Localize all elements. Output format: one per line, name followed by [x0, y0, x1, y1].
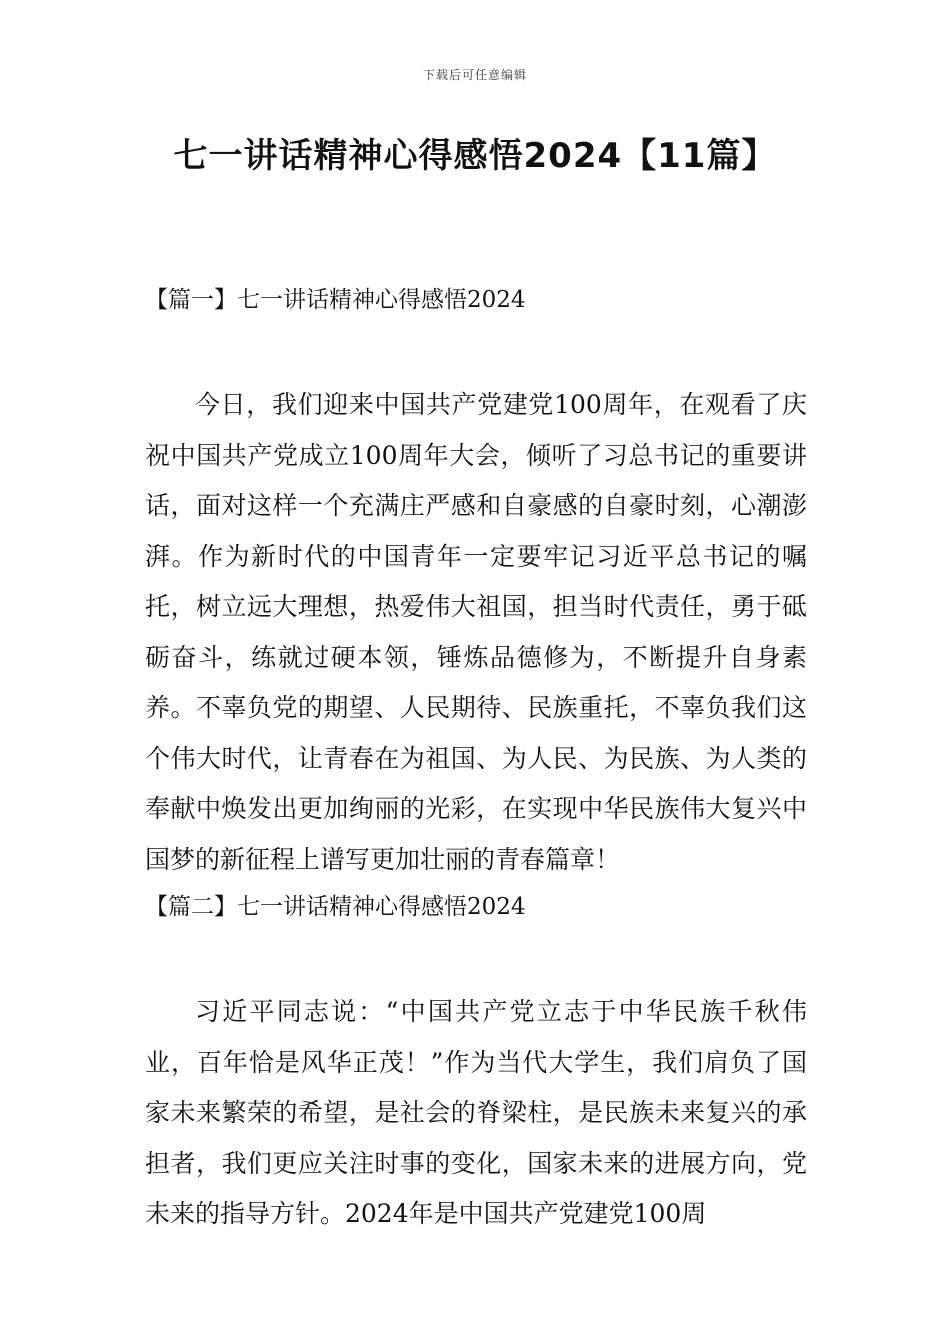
- section-2: [145, 887, 807, 1240]
- header-note: 下载后可任意编辑: [422, 68, 527, 82]
- section-paragraph: 习近平同志说：“中国共产党立志于中华民族千秋伟业，百年恰是风华正茂！”作为当代大学生，我们肩负了国家未来繁荣的希望，是社会的脊梁柱，是民族未来复兴的承担者，我们更应关注时事的变化，国家未来的进展方向，党未来的指导方针。2024年是中国共产党建党100周: [145, 997, 807, 1228]
- section-1: [145, 280, 807, 885]
- document-body: [145, 280, 807, 1240]
- section-paragraph: 今日，我们迎来中国共产党建党100周年，在观看了庆祝中国共产党成立100周年大会，倾听了习总书记的重要讲话，面对这样一个充满庄严感和自豪感的自豪时刻，心潮澎湃。作为新时代的中国青年一定要牢记习近平总书记的嘱托，树立远大理想，热爱伟大祖国，担当时代责任，勇于砥砺奋斗，练就过硬本领，锤炼品德修为，不断提升自身素养。不辜负党的期望、人民期待、民族重托，不辜负我们这个伟大时代，让青春在为祖国、为人民、为民族、为人类的奉献中焕发出更加绚丽的光彩，在实现中华民族伟大复兴中国梦的新征程上谱写更加壮丽的青春篇章！: [145, 390, 807, 874]
- section-heading: 【篇二】七一讲话精神心得感悟2024: [145, 894, 526, 920]
- document-title: 七一讲话精神心得感悟2024【11篇】: [173, 136, 777, 176]
- section-heading: 【篇一】七一讲话精神心得感悟2024: [145, 287, 526, 313]
